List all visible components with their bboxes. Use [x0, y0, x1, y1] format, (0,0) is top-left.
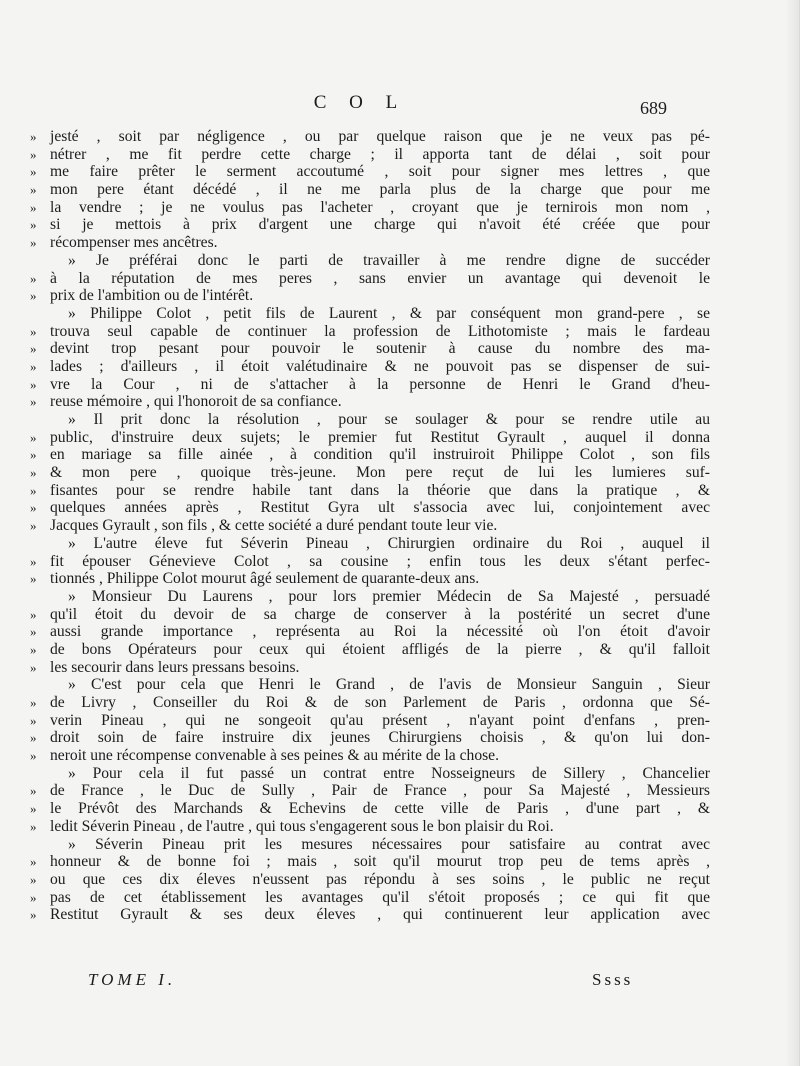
text-line [30, 747, 710, 765]
text-line [30, 464, 710, 482]
line-text: fit épouser Génevieve Colot , sa cousine ; enfin tous les deux s'étant perfec- [50, 552, 710, 570]
text-line [30, 818, 710, 836]
quote-mark: » [30, 730, 37, 746]
quote-mark: » [30, 801, 37, 817]
text-line [30, 871, 710, 889]
text-line [30, 694, 710, 712]
text-line [30, 429, 710, 447]
line-text: & mon pere , quoique très-jeune. Mon pere reçut de lui les lumieres suf- [50, 464, 710, 482]
text-line [30, 782, 710, 800]
line-text: public, d'instruire deux sujets; le premier fut Restitut Gyrault , auquel il donna [50, 428, 710, 446]
quote-mark: » [30, 341, 37, 357]
footer-volume-label: TOME I. [88, 970, 177, 989]
line-text: » L'autre éleve fut Séverin Pineau , Chirurgien ordinaire du Roi , auquel il [68, 534, 710, 552]
quote-mark: » [30, 199, 37, 215]
quote-mark: » [30, 518, 37, 534]
line-text: mon pere étant décédé , il ne me parla plus de la charge que pour me [50, 181, 710, 199]
text-line [30, 128, 710, 146]
quote-mark: » [30, 482, 37, 498]
line-text: ledit Séverin Pineau , de l'autre , qui tous s'engagerent sous le bon plaisir du Roi. [50, 817, 554, 835]
quote-mark: » [30, 606, 37, 622]
line-text: quelques années après , Restitut Gyra ult s'associa avec lui, conjointement avec [50, 499, 710, 517]
text-line [30, 287, 710, 305]
quote-mark: » [30, 288, 37, 304]
text-line [30, 323, 710, 341]
line-text: Restitut Gyrault & ses deux éleves , qui continuerent leur application avec [50, 906, 710, 924]
quote-mark: » [30, 129, 37, 144]
line-text: qu'il étoit du devoir de sa charge de conserver à la postérité un secret d'une [50, 605, 710, 623]
quote-mark: » [30, 376, 37, 392]
quote-mark: » [30, 270, 37, 286]
text-line [30, 146, 710, 164]
line-text: récompenser mes ancêtres. [50, 234, 218, 252]
body-text [30, 128, 710, 924]
text-line [30, 517, 710, 535]
line-text: me faire prêter le serment accoutumé , soit pour signer mes lettres , que [50, 163, 710, 181]
text-line [30, 535, 710, 553]
line-text: neroit une récompense convenable à ses peines & au mérite de la chose. [50, 747, 500, 765]
text-line [30, 853, 710, 871]
line-text: » Je préférai donc le parti de travailler à me rendre digne de succéder [68, 251, 710, 269]
text-line [30, 446, 710, 464]
line-text: de France , le Duc de Sully , Pair de France , pour Sa Majesté , Messieurs [50, 782, 710, 800]
line-text: les secourir dans leurs pressans besoins. [50, 658, 300, 676]
quote-mark: » [30, 907, 37, 923]
quote-mark: » [30, 641, 37, 657]
line-text: honneur & de bonne foi ; mais , soit qu'il mourut trop peu de tems après , [50, 853, 710, 871]
quote-mark: » [30, 323, 37, 339]
text-line [30, 234, 710, 252]
quote-mark: » [30, 217, 37, 233]
line-text: le Prévôt des Marchands & Echevins de cette ville de Paris , d'une part , & [50, 800, 710, 818]
text-line [30, 906, 710, 924]
quote-mark: » [30, 854, 37, 870]
text-line [30, 376, 710, 394]
footer-signature-mark: Ssss [592, 970, 634, 989]
line-text: prix de l'ambition ou de l'intérêt. [50, 287, 254, 305]
quote-mark: » [30, 571, 37, 587]
quote-mark: » [30, 164, 37, 180]
text-line [30, 712, 710, 730]
quote-mark: » [30, 429, 37, 445]
quote-mark: » [30, 818, 37, 834]
text-line [30, 199, 710, 217]
line-text: ou que ces dix éleves n'eussent pas répondu à ses soins , le public ne reçut [50, 870, 710, 888]
text-line [30, 358, 710, 376]
line-text: verin Pineau , qui ne songeoit qu'au présent , n'ayant point d'enfans , pren- [50, 711, 710, 729]
line-text: jesté , soit par négligence , ou par quelque raison que je ne veux pas pé- [50, 128, 710, 145]
text-line [30, 588, 710, 606]
text-line [30, 623, 710, 641]
quote-mark: » [30, 394, 37, 410]
text-line [30, 659, 710, 677]
quote-mark: » [30, 659, 37, 675]
page-edge-shadow [785, 0, 799, 1066]
line-text: reuse mémoire , qui l'honoroit de sa confiance. [50, 393, 342, 411]
line-text: aussi grande importance , représenta au Roi la nécessité où l'on étoit d'avoir [50, 623, 710, 641]
line-text: » Il prit donc la résolution , pour se soulager & pour se rendre utile au [68, 411, 710, 428]
quote-mark: » [30, 889, 37, 905]
line-text: droit soin de faire instruire dix jeunes Chirurgiens choisis , & qu'on lui don- [50, 729, 710, 747]
quote-mark: » [30, 182, 37, 198]
quote-mark: » [30, 358, 37, 374]
text-line [30, 411, 710, 429]
line-text: » Philippe Colot , petit fils de Laurent , & par conséquent mon grand-pere , se [68, 304, 710, 322]
quote-mark: » [30, 500, 37, 516]
line-text: de Livry , Conseiller du Roi & de son Parlement de Paris , ordonna que Sé- [50, 694, 710, 711]
line-text: tionnés , Philippe Colot mourut âgé seulement de quarante-deux ans. [50, 570, 480, 588]
text-line [30, 499, 710, 517]
line-text: de bons Opérateurs pour ceux qui étoient affligés de la pierre , & qu'il falloit [50, 640, 710, 658]
text-line [30, 163, 710, 181]
line-text: fisantes pour se rendre habile tant dans la théorie que dans la pratique , & [50, 481, 710, 499]
running-head [0, 92, 800, 122]
text-line [30, 270, 710, 288]
text-line [30, 181, 710, 199]
quote-mark: » [30, 712, 37, 728]
line-text: Jacques Gyrault , son fils , & cette société a duré pendant toute leur vie. [50, 517, 498, 535]
text-line [30, 800, 710, 818]
line-text: devint trop pesant pour pouvoir le soutenir à cause du nombre des ma- [50, 340, 710, 358]
line-text: la vendre ; je ne voulus pas l'acheter , croyant que je ternirois mon nom , [50, 198, 710, 216]
quote-mark: » [30, 553, 37, 569]
line-text: lades ; d'ailleurs , il étoit valétudinaire & ne pouvoit pas se dispenser de sui- [50, 357, 710, 375]
line-text: si je mettois à prix d'argent une charge qui n'avoit été créée que pour [50, 216, 710, 234]
quote-mark: » [30, 624, 37, 640]
quote-mark: » [30, 447, 37, 463]
text-line [30, 606, 710, 624]
line-text: » Pour cela il fut passé un contrat entre Nosseigneurs de Sillery , Chancelier [68, 764, 710, 782]
text-line [30, 482, 710, 500]
text-line [30, 305, 710, 323]
quote-mark: » [30, 695, 37, 710]
running-head-title: C O L [313, 92, 407, 113]
line-text: » C'est pour cela que Henri le Grand , de l'avis de Monsieur Sanguin , Sieur [68, 676, 710, 694]
text-line [30, 676, 710, 694]
line-text: trouva seul capable de continuer la profession de Lithotomiste ; mais le fardeau [50, 322, 710, 340]
text-line [30, 553, 710, 571]
quote-mark: » [30, 783, 37, 799]
quote-mark: » [30, 871, 37, 887]
quote-mark: » [30, 465, 37, 481]
quote-mark: » [30, 146, 37, 162]
quote-mark: » [30, 235, 37, 251]
page-footer [0, 970, 800, 996]
text-line [30, 641, 710, 659]
line-text: » Séverin Pineau prit les mesures nécessaires pour satisfaire au contrat avec [68, 835, 710, 853]
text-line [30, 216, 710, 234]
line-text: vre la Cour , ni de s'attacher à la personne de Henri le Grand d'heu- [50, 375, 710, 393]
line-text: nétrer , me fit perdre cette charge ; il apporta tant de délai , soit pour [50, 145, 710, 163]
text-line [30, 765, 710, 783]
text-line [30, 340, 710, 358]
text-line [30, 252, 710, 270]
text-line [30, 836, 710, 854]
line-text: à la réputation de mes peres , sans envier un avantage qui devenoit le [50, 269, 710, 287]
text-line [30, 889, 710, 907]
text-line [30, 570, 710, 588]
page-number: 689 [640, 98, 667, 118]
text-line [30, 393, 710, 411]
line-text: pas de cet établissement les avantages qu'il s'étoit proposés ; ce qui fit que [50, 888, 710, 906]
quote-mark: » [30, 748, 37, 764]
text-line [30, 729, 710, 747]
line-text: en mariage sa fille ainée , à condition qu'il instruiroit Philippe Colot , son fils [50, 446, 710, 464]
line-text: » Monsieur Du Laurens , pour lors premier Médecin de Sa Majesté , persuadé [68, 587, 710, 605]
